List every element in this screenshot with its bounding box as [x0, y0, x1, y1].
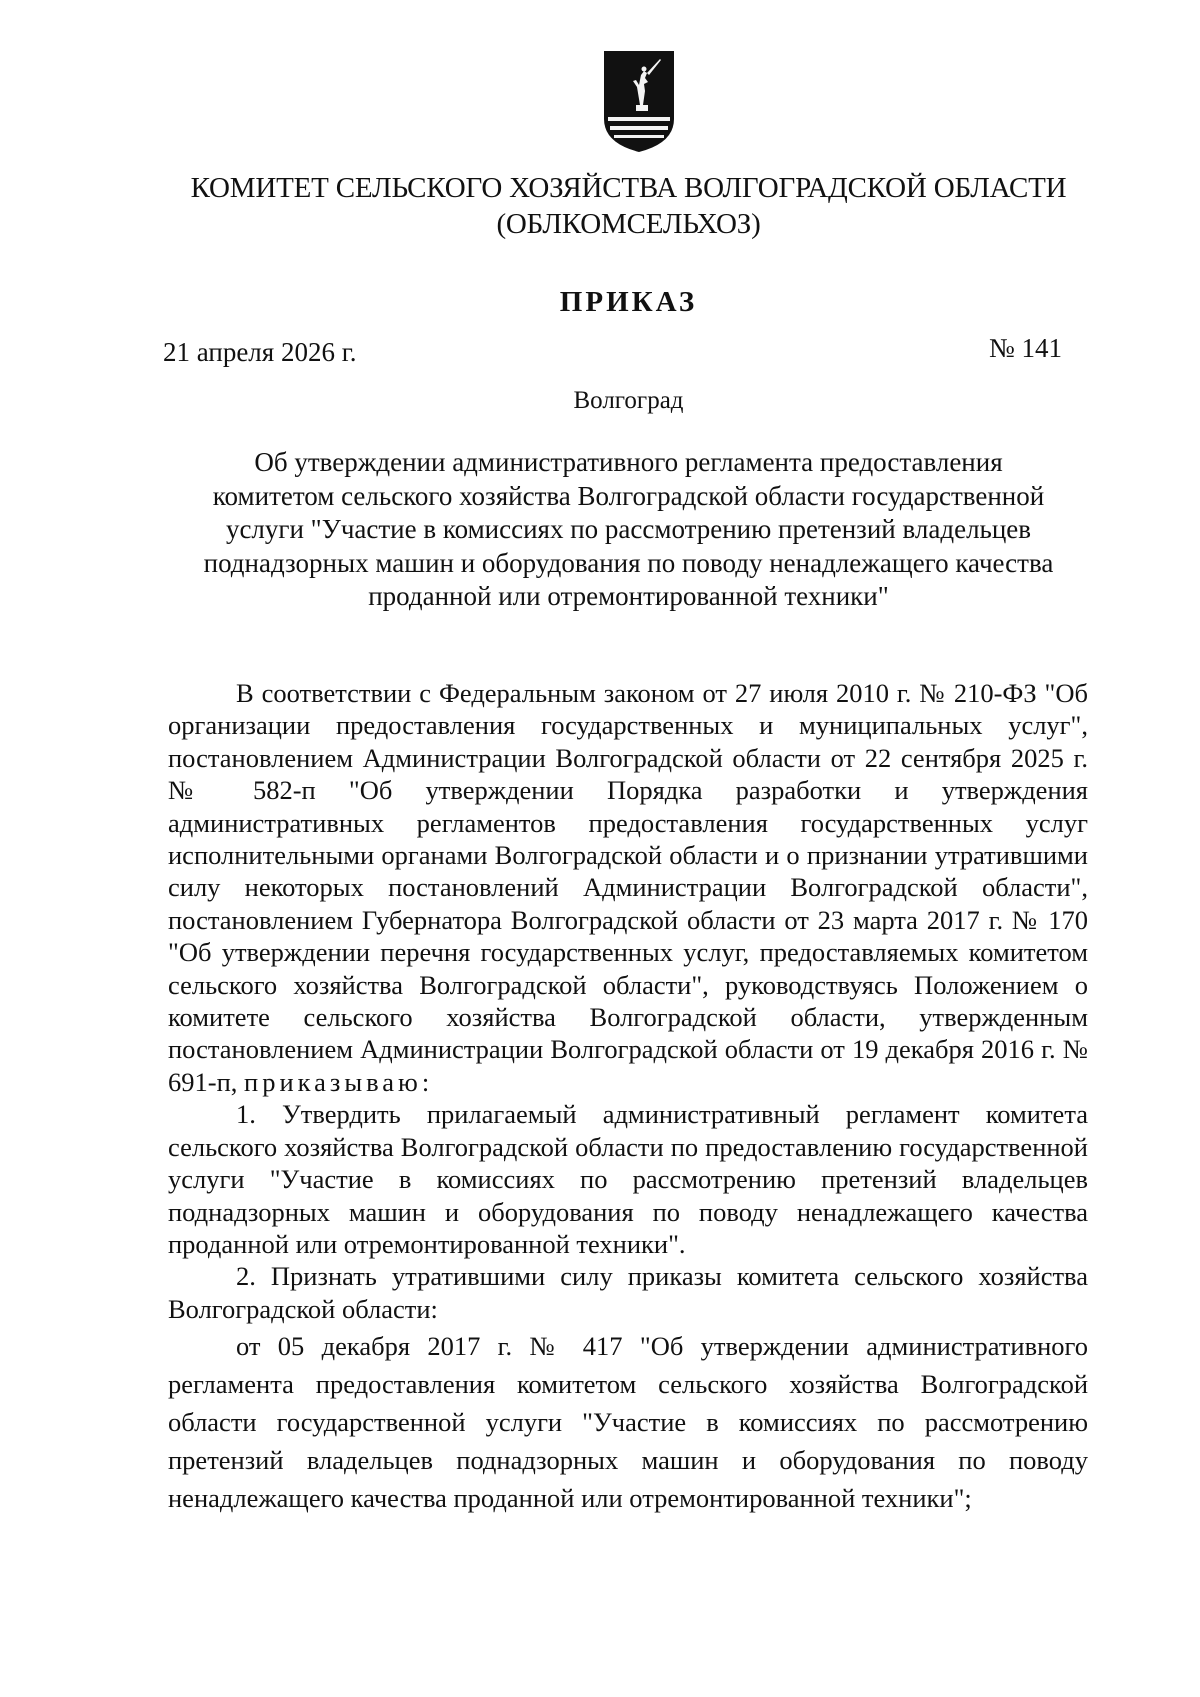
organization-name [100, 170, 1157, 242]
subject-line: услуги "Участие в комиссиях по рассмотрению претензий владельцев [225, 514, 1032, 544]
order-date: 21 апреля 2026 г. [163, 337, 357, 367]
document-type-title: ПРИКАЗ [559, 286, 698, 318]
preamble-colon: : [421, 1066, 430, 1097]
order-item-1: 1. Утвердить прилагаемый административный регламент комитета сельского хозяйства Волгоградской области по предоставлению государственной услуги "Участие в комиссиях по рассмотрению претензий владельцев поднадзорных машин и оборудования по поводу ненадлежащего качества проданной или отремонтированной техники". [168, 1099, 1088, 1259]
organization-name-line2: (ОБЛКОМСЕЛЬХОЗ) [496, 208, 761, 240]
order-city: Волгоград [573, 387, 684, 414]
subject-line: комитетом сельского хозяйства Волгоградской области государственной [212, 480, 1045, 511]
preamble-text: В соответствии с Федеральным законом от 27 июля 2010 г. № 210-ФЗ "Об организации предоставления государственных и муниципальных услуг", постановлением Администрации Волгоградской области от 22 сентября 2025 г. № 582-п "Об утверждении Порядка разработки и утверждения административных регламентов предоставления государственных услуг исполнительными органами Волгоградской области и о признании утратившими силу некоторых постановлений Администрации Волгоградской области", постановлением Губернатора Волгоградской области от 23 марта 2017 г. № 170 "Об утверждении перечня государственных услуг, предоставляемых комитетом сельского хозяйства Волгоградской области", руководствуясь Положением о комитете сельского хозяйства Волгоградской области, утвержденным постановлением Администрации Волгоградской области от 19 декабря 2016 г. № 691-п, [168, 678, 1088, 1097]
subject-line: Об утверждении административного регламента предоставления [254, 447, 1003, 477]
order-verb: приказываю [244, 1066, 422, 1097]
subject-line: проданной или отремонтированной техники" [368, 581, 889, 611]
order-number: № 141 [988, 333, 1062, 363]
volgograd-coat-of-arms-icon [600, 47, 678, 155]
preamble-paragraph [168, 677, 1088, 1098]
order-item-2: 2. Признать утратившими силу приказы комитета сельского хозяйства Волгоградской области: [168, 1261, 1088, 1324]
organization-name-line1: КОМИТЕТ СЕЛЬСКОГО ХОЗЯЙСТВА ВОЛГОГРАДСКОЙ ОБЛАСТИ [190, 172, 1067, 204]
order-item-2-subitem: от 05 декабря 2017 г. № 417 "Об утверждении административного регламента предоставления комитетом сельского хозяйства Волгоградской области государственной услуги "Участие в комиссиях по рассмотрению претензий владельцев поднадзорных машин и оборудования по поводу ненадлежащего качества проданной или отремонтированной техники"; [168, 1331, 1088, 1514]
order-body [168, 677, 1088, 1517]
order-subject [160, 446, 1097, 614]
subject-line: поднадзорных машин и оборудования по поводу ненадлежащего качества [203, 547, 1054, 578]
